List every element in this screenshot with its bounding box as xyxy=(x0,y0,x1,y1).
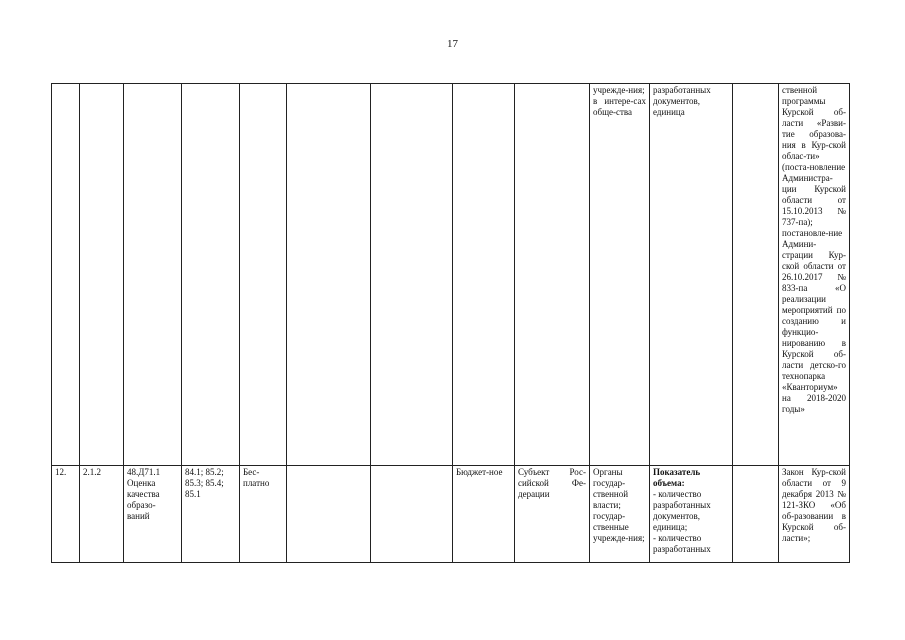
cell-okved xyxy=(182,84,240,466)
cell-indicator xyxy=(650,466,733,563)
cell-institution-type xyxy=(453,84,515,466)
indicator-line: - количество разработанных xyxy=(653,533,711,554)
cell-empty-7 xyxy=(371,466,453,563)
cell-legal-basis: Закон Кур-ской области от 9 декабря 2013 № 121-ЗКО «Об об-разовании в Курской об-ласти»; xyxy=(779,466,850,563)
cell-empty-12 xyxy=(733,84,779,466)
cell-founder xyxy=(515,84,590,466)
document-table xyxy=(51,83,850,563)
cell-legal-basis: ственной программы Курской об-ласти «Разви-тие образова-ния в Кур-ской облас-ти» (поста-новление Администра-ции Курской области от 15.10.2013 № 737-па); постановле-ние Админи-страции Кур-ской области от 26.10.2017 № 833-па «О реализации мероприятий по созданию и функцио-нированию в Курской об-ласти детско-го технопарка «Кванториум» на 2018-2020 годы» xyxy=(779,84,850,466)
indicator-title: Показатель объема: xyxy=(653,467,701,488)
cell-founder: Субъект Рос-сийской Фе-дерации xyxy=(515,466,590,563)
cell-number: 12. xyxy=(52,466,80,563)
indicator-line: - количество разработанных документов, единица; xyxy=(653,489,711,532)
cell-empty-6 xyxy=(287,84,371,466)
cell-service: 48.Д71.1 Оценка качества образо-ваний xyxy=(124,466,182,563)
page-number: 17 xyxy=(447,38,458,50)
cell-number xyxy=(52,84,80,466)
cell-empty-7 xyxy=(371,84,453,466)
table-row xyxy=(52,84,850,466)
table-row xyxy=(52,466,850,563)
cell-cost: Бес-платно xyxy=(240,466,287,563)
cell-cost xyxy=(240,84,287,466)
cell-code: 2.1.2 xyxy=(80,466,124,563)
cell-code xyxy=(80,84,124,466)
cell-service xyxy=(124,84,182,466)
cell-okved: 84.1; 85.2; 85.3; 85.4; 85.1 xyxy=(182,466,240,563)
indicator-line: разработанных документов, единица xyxy=(653,85,711,117)
cell-consumers: Органы государ-ственной власти; государ-ственные учрежде-ния; xyxy=(590,466,650,563)
cell-empty-6 xyxy=(287,466,371,563)
cell-empty-12 xyxy=(733,466,779,563)
cell-indicator xyxy=(650,84,733,466)
cell-institution-type: Бюджет-ное xyxy=(453,466,515,563)
cell-consumers: учрежде-ния; в интере-сах обще-ства xyxy=(590,84,650,466)
